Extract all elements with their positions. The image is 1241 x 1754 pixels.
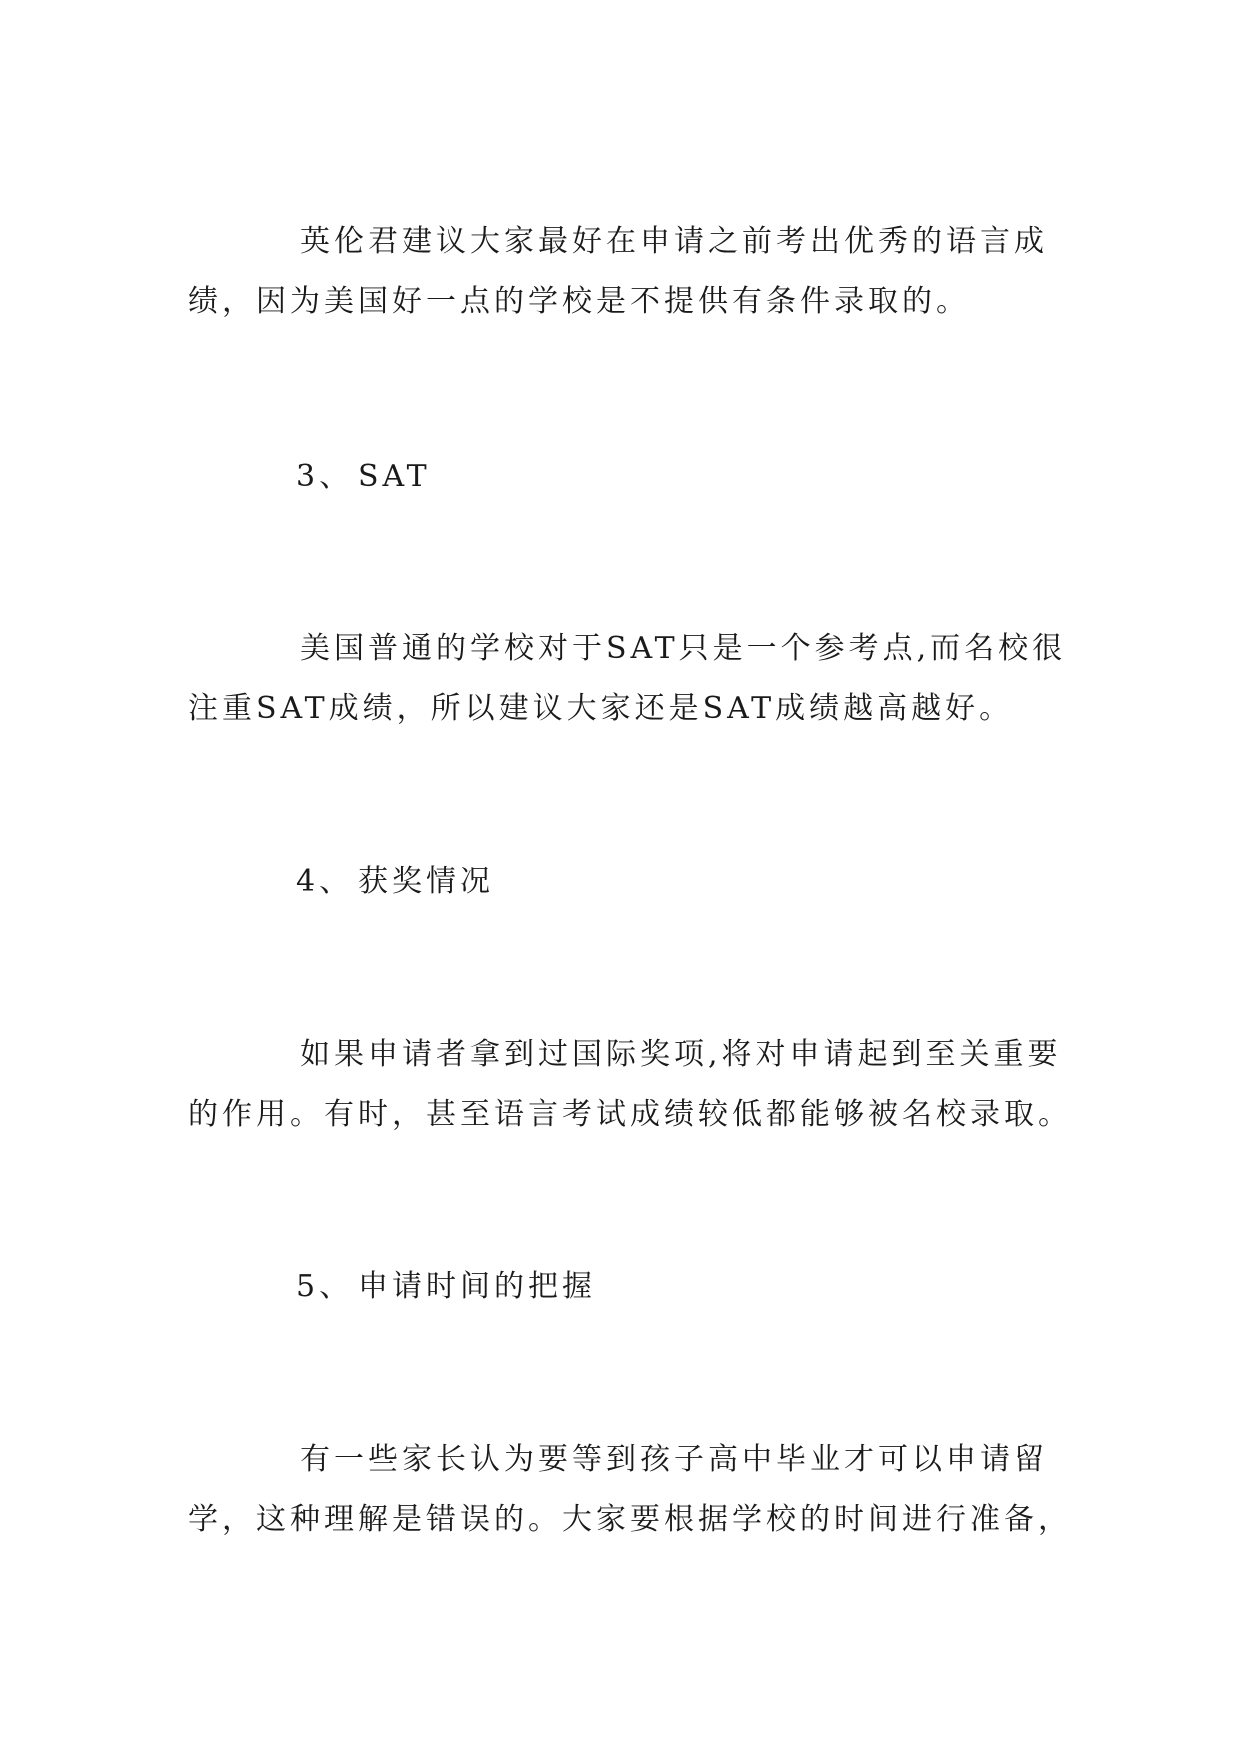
paragraph-1-line-2: 绩，因为美国好一点的学校是不提供有条件录取的。	[188, 284, 970, 319]
paragraph-4-line-1: 有一些家长认为要等到孩子高中毕业才可以申请留	[300, 1442, 1048, 1477]
heading-awards	[296, 862, 494, 902]
heading-title: SAT	[358, 459, 431, 494]
paragraph-2-line-1: 美国普通的学校对于SAT只是一个参考点,而名校很	[300, 631, 1067, 666]
heading-application-timing	[296, 1267, 596, 1307]
heading-number: 5、	[296, 1269, 354, 1304]
heading-title: 申请时间的把握	[358, 1269, 596, 1304]
paragraph-3-line-2: 的作用。有时，甚至语言考试成绩较低都能够被名校录取。	[188, 1097, 1072, 1132]
paragraph-2-line-2: 注重SAT成绩，所以建议大家还是SAT成绩越高越好。	[188, 691, 1014, 726]
heading-sat	[296, 457, 431, 497]
paragraph-1-line-1: 英伦君建议大家最好在申请之前考出优秀的语言成	[300, 224, 1048, 259]
heading-title: 获奖情况	[358, 864, 494, 899]
paragraph-4-line-2: 学，这种理解是错误的。大家要根据学校的时间进行准备，	[188, 1502, 1072, 1537]
heading-number: 4、	[296, 864, 354, 899]
paragraph-3-line-1: 如果申请者拿到过国际奖项,将对申请起到至关重要	[300, 1037, 1062, 1072]
heading-number: 3、	[296, 459, 354, 494]
